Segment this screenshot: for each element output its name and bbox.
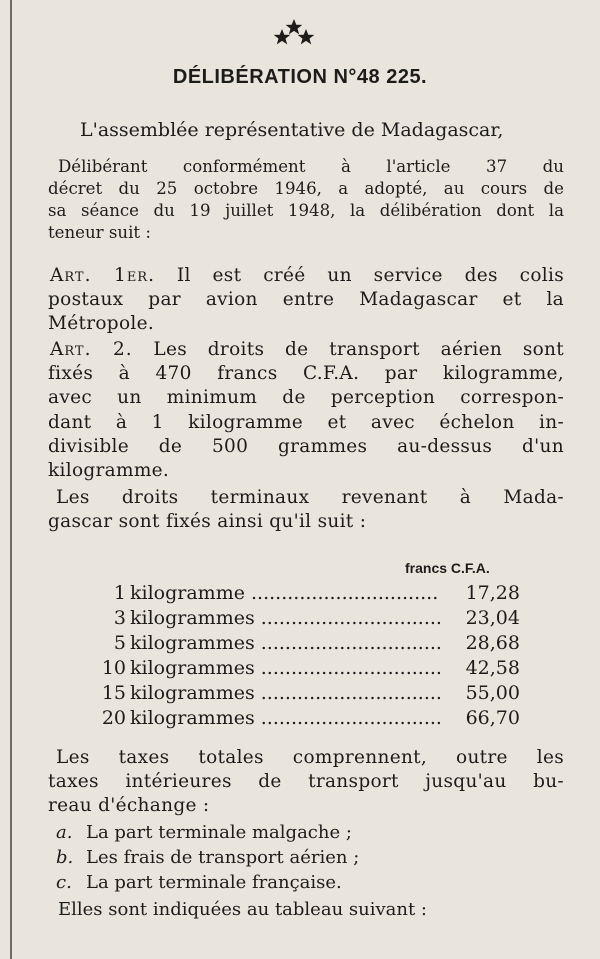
intro-line: L'assemblée représentative de Madagascar, bbox=[80, 119, 504, 141]
row-price: 23,04 bbox=[440, 607, 520, 629]
article-1-line: Métropole. bbox=[48, 313, 155, 335]
article-2-label: Art. 2. bbox=[50, 339, 133, 360]
row-unit: kilogrammes ..... bbox=[130, 707, 500, 729]
row-qty: 10 bbox=[101, 657, 126, 679]
row-unit: kilogrammes ..... bbox=[130, 607, 500, 629]
article-2-line: kilogramme. bbox=[48, 460, 170, 482]
column-rule bbox=[10, 0, 12, 959]
item-text: La part terminale française. bbox=[86, 872, 342, 893]
stars-ornament-icon bbox=[272, 18, 316, 46]
list-item bbox=[56, 847, 556, 868]
row-unit: kilogrammes ..... bbox=[130, 682, 500, 704]
row-price: 66,70 bbox=[440, 707, 520, 729]
item-text: La part terminale malgache ; bbox=[86, 822, 352, 843]
row-qty: 5 bbox=[113, 632, 126, 654]
article-2-line: Les droits de transport aérien sont bbox=[153, 339, 564, 360]
row-unit: kilogrammes ..... bbox=[130, 632, 500, 654]
preamble bbox=[48, 156, 564, 244]
row-price: 17,28 bbox=[440, 582, 520, 604]
article-2-line: dant à 1 kilogramme et avec échelon in- bbox=[48, 411, 564, 433]
page-title: DÉLIBÉRATION N°48 225. bbox=[172, 66, 428, 88]
article-2-line: fixés à 470 francs C.F.A. par kilogramme, bbox=[48, 363, 564, 385]
row-qty: 3 bbox=[113, 607, 126, 629]
row-unit: kilogrammes ..... bbox=[130, 657, 500, 679]
terminal-line: gascar sont fixés ainsi qu'il suit : bbox=[48, 511, 367, 533]
row-unit: kilogramme ..... bbox=[130, 582, 500, 604]
table-row bbox=[90, 632, 520, 658]
row-qty: 1 bbox=[113, 582, 126, 604]
table-row bbox=[90, 682, 520, 708]
terminal-line: Les droits terminaux revenant à Mada- bbox=[56, 487, 564, 508]
article-2 bbox=[48, 338, 564, 483]
article-1-label: Art. 1er. bbox=[50, 265, 155, 286]
item-mark: a. bbox=[56, 822, 73, 843]
closing-line: Elles sont indiquées au tableau suivant : bbox=[58, 899, 427, 920]
preamble-line: teneur suit : bbox=[48, 223, 151, 242]
article-1-line: postaux par avion entre Madagascar et la bbox=[48, 289, 564, 311]
article-2-line: avec un minimum de perception correspon- bbox=[48, 387, 564, 409]
preamble-line: sa séance du 19 juillet 1948, la délibération dont la bbox=[48, 201, 564, 220]
preamble-line: décret du 25 octobre 1946, a adopté, au cours de bbox=[48, 179, 564, 198]
article-2-line: divisible de 500 grammes au-dessus d'un bbox=[48, 435, 564, 457]
table-header: francs C.F.A. bbox=[405, 560, 490, 576]
table-row bbox=[90, 607, 520, 633]
row-price: 42,58 bbox=[440, 657, 520, 679]
article-1 bbox=[48, 264, 564, 337]
taxes-line: taxes intérieures de transport jusqu'au bu- bbox=[48, 771, 564, 793]
item-mark: c. bbox=[56, 872, 72, 893]
taxes-paragraph bbox=[48, 746, 564, 819]
list-item bbox=[56, 872, 556, 893]
list-item bbox=[56, 822, 556, 843]
preamble-line: Délibérant conformément à l'article 37 du bbox=[58, 157, 564, 176]
table-row bbox=[90, 657, 520, 683]
terminal-paragraph bbox=[48, 486, 564, 534]
article-1-line: Il est créé un service des colis bbox=[176, 265, 564, 286]
item-mark: b. bbox=[56, 847, 74, 868]
taxes-line: reau d'échange : bbox=[48, 795, 210, 817]
row-qty: 20 bbox=[101, 707, 126, 729]
row-price: 28,68 bbox=[440, 632, 520, 654]
row-price: 55,00 bbox=[440, 682, 520, 704]
row-qty: 15 bbox=[101, 682, 126, 704]
table-row bbox=[90, 582, 520, 608]
table-row bbox=[90, 707, 520, 733]
item-text: Les frais de transport aérien ; bbox=[86, 847, 360, 868]
taxes-line: Les taxes totales comprennent, outre les bbox=[56, 747, 564, 768]
